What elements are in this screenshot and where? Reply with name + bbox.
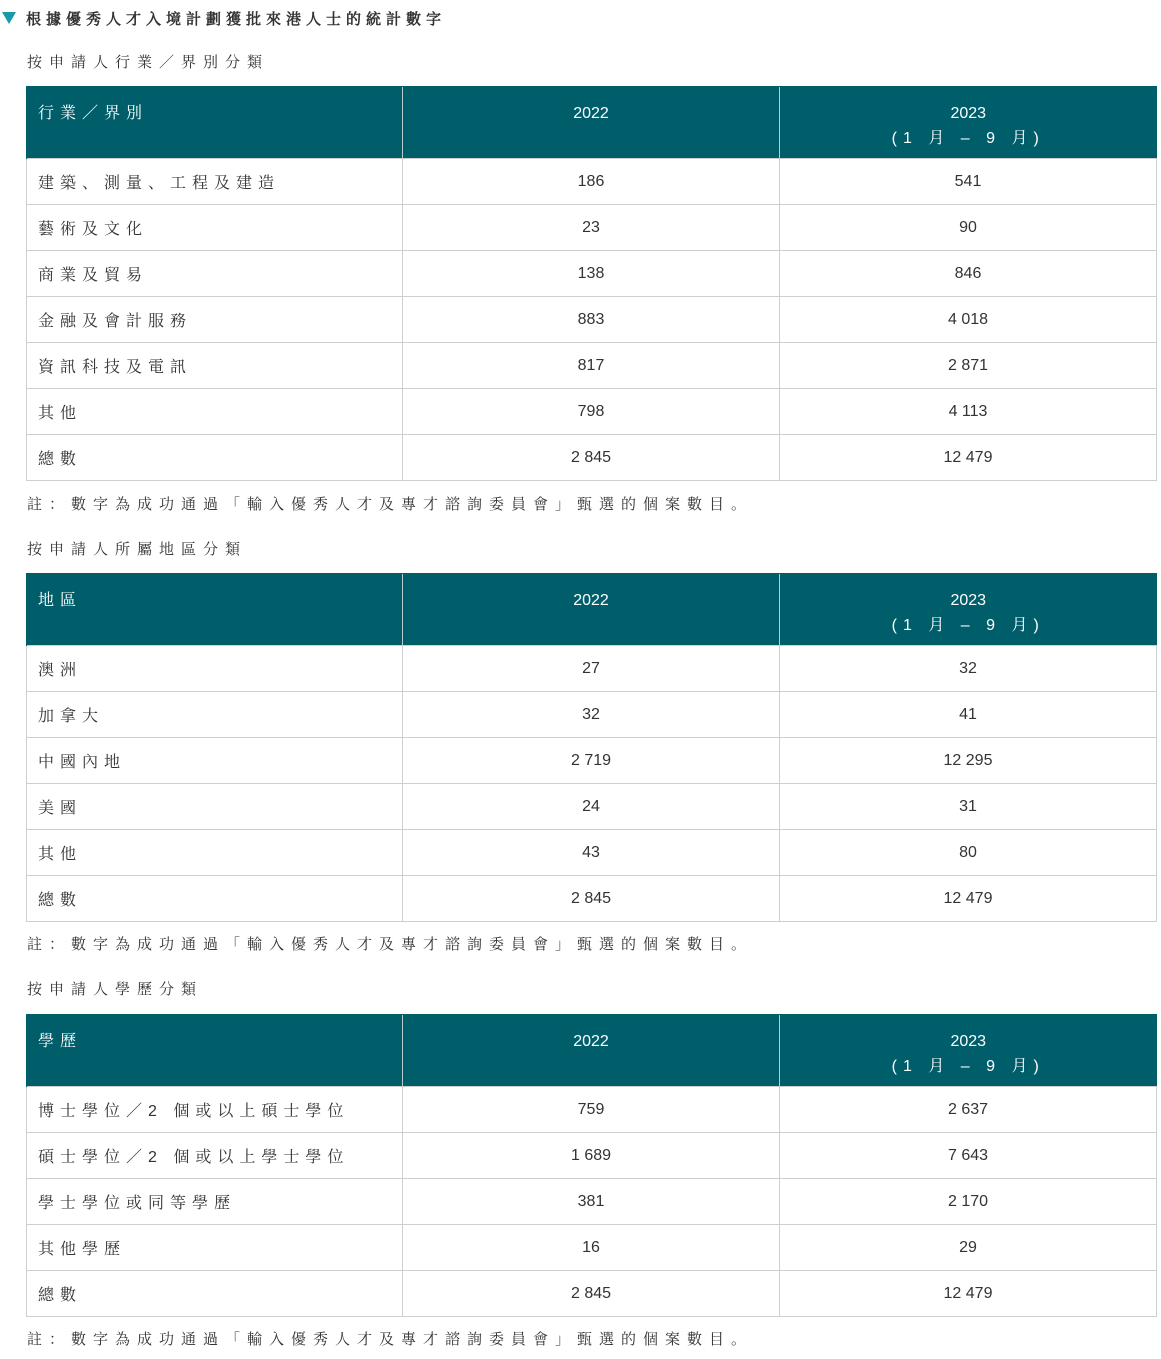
row-label: 資訊科技及電訊 bbox=[27, 343, 403, 389]
value-2022: 27 bbox=[403, 646, 780, 692]
value-2023: 846 bbox=[780, 251, 1157, 297]
row-label: 加拿大 bbox=[27, 692, 403, 738]
row-label: 美國 bbox=[27, 784, 403, 830]
table-note: 註：數字為成功通過「輸入優秀人才及專才諮詢委員會」甄選的個案數目。 bbox=[27, 936, 754, 953]
value-2022: 883 bbox=[403, 297, 780, 343]
value-2023: 2 871 bbox=[780, 343, 1157, 389]
value-2023: 29 bbox=[780, 1225, 1157, 1271]
value-2023: 12 479 bbox=[780, 1271, 1157, 1317]
table-row bbox=[27, 251, 1157, 297]
value-2022: 16 bbox=[403, 1225, 780, 1271]
table-header-row bbox=[27, 1015, 1157, 1087]
table-row bbox=[27, 1225, 1157, 1271]
column-header-2023-period: (1 月 – 9 月) bbox=[891, 130, 1045, 147]
table-note: 註：數字為成功通過「輸入優秀人才及專才諮詢委員會」甄選的個案數目。 bbox=[27, 1331, 754, 1348]
section-heading-region: 按申請人所屬地區分類 bbox=[27, 541, 248, 558]
industry-table bbox=[26, 86, 1157, 481]
value-2023: 12 479 bbox=[780, 876, 1157, 922]
value-2022: 817 bbox=[403, 343, 780, 389]
value-2023: 12 479 bbox=[780, 435, 1157, 481]
table-row bbox=[27, 205, 1157, 251]
column-header-2023 bbox=[780, 574, 1157, 646]
column-header-2022: 2022 bbox=[403, 574, 780, 646]
row-label: 金融及會計服務 bbox=[27, 297, 403, 343]
column-header-2023-year: 2023 bbox=[950, 592, 987, 609]
row-label: 澳洲 bbox=[27, 646, 403, 692]
row-label: 學士學位或同等學歷 bbox=[27, 1179, 403, 1225]
value-2022: 1 689 bbox=[403, 1133, 780, 1179]
table-row bbox=[27, 159, 1157, 205]
value-2023: 4 018 bbox=[780, 297, 1157, 343]
value-2022: 186 bbox=[403, 159, 780, 205]
table-row-total bbox=[27, 876, 1157, 922]
row-label: 其他 bbox=[27, 389, 403, 435]
table-header-row bbox=[27, 87, 1157, 159]
row-label: 總數 bbox=[27, 876, 403, 922]
value-2022: 138 bbox=[403, 251, 780, 297]
table-row bbox=[27, 1179, 1157, 1225]
column-header-2023-year: 2023 bbox=[950, 1033, 987, 1050]
value-2022: 798 bbox=[403, 389, 780, 435]
section-heading-industry: 按申請人行業／界別分類 bbox=[27, 54, 270, 71]
row-label: 碩士學位／2 個或以上學士學位 bbox=[27, 1133, 403, 1179]
row-label: 博士學位／2 個或以上碩士學位 bbox=[27, 1087, 403, 1133]
column-header-2023 bbox=[780, 1015, 1157, 1087]
table-row bbox=[27, 1087, 1157, 1133]
value-2023: 32 bbox=[780, 646, 1157, 692]
value-2023: 541 bbox=[780, 159, 1157, 205]
row-label: 中國內地 bbox=[27, 738, 403, 784]
value-2022: 2 845 bbox=[403, 1271, 780, 1317]
column-header-category: 學歷 bbox=[27, 1015, 403, 1087]
column-header-2023-period: (1 月 – 9 月) bbox=[891, 617, 1045, 634]
row-label: 其他學歷 bbox=[27, 1225, 403, 1271]
value-2022: 24 bbox=[403, 784, 780, 830]
table-row bbox=[27, 297, 1157, 343]
value-2022: 2 845 bbox=[403, 876, 780, 922]
value-2022: 2 719 bbox=[403, 738, 780, 784]
value-2023: 41 bbox=[780, 692, 1157, 738]
column-header-2023-period: (1 月 – 9 月) bbox=[891, 1058, 1045, 1075]
row-label: 其他 bbox=[27, 830, 403, 876]
row-label: 建築、測量、工程及建造 bbox=[27, 159, 403, 205]
value-2023: 80 bbox=[780, 830, 1157, 876]
table-row bbox=[27, 784, 1157, 830]
education-table bbox=[26, 1014, 1157, 1317]
value-2022: 381 bbox=[403, 1179, 780, 1225]
table-row-total bbox=[27, 435, 1157, 481]
value-2023: 7 643 bbox=[780, 1133, 1157, 1179]
table-row-total bbox=[27, 1271, 1157, 1317]
row-label: 總數 bbox=[27, 435, 403, 481]
table-header-row bbox=[27, 574, 1157, 646]
value-2023: 2 637 bbox=[780, 1087, 1157, 1133]
region-table bbox=[26, 573, 1157, 922]
table-row bbox=[27, 646, 1157, 692]
column-header-category: 地區 bbox=[27, 574, 403, 646]
value-2023: 90 bbox=[780, 205, 1157, 251]
value-2022: 32 bbox=[403, 692, 780, 738]
row-label: 藝術及文化 bbox=[27, 205, 403, 251]
collapse-triangle-icon[interactable] bbox=[2, 12, 16, 24]
value-2023: 2 170 bbox=[780, 1179, 1157, 1225]
column-header-2022: 2022 bbox=[403, 1015, 780, 1087]
column-header-2022: 2022 bbox=[403, 87, 780, 159]
value-2023: 31 bbox=[780, 784, 1157, 830]
value-2022: 2 845 bbox=[403, 435, 780, 481]
value-2023: 4 113 bbox=[780, 389, 1157, 435]
value-2022: 43 bbox=[403, 830, 780, 876]
value-2022: 23 bbox=[403, 205, 780, 251]
value-2023: 12 295 bbox=[780, 738, 1157, 784]
table-note: 註：數字為成功通過「輸入優秀人才及專才諮詢委員會」甄選的個案數目。 bbox=[27, 496, 754, 513]
table-row bbox=[27, 692, 1157, 738]
table-row bbox=[27, 343, 1157, 389]
table-row bbox=[27, 738, 1157, 784]
row-label: 商業及貿易 bbox=[27, 251, 403, 297]
column-header-category: 行業／界別 bbox=[27, 87, 403, 159]
page-title bbox=[0, 6, 446, 30]
table-row bbox=[27, 389, 1157, 435]
row-label: 總數 bbox=[27, 1271, 403, 1317]
section-heading-education: 按申請人學歷分類 bbox=[27, 981, 204, 998]
column-header-2023-year: 2023 bbox=[950, 105, 987, 122]
column-header-2023 bbox=[780, 87, 1157, 159]
page-title-text: 根據優秀人才入境計劃獲批來港人士的統計數字 bbox=[26, 10, 447, 28]
table-row bbox=[27, 1133, 1157, 1179]
table-row bbox=[27, 830, 1157, 876]
value-2022: 759 bbox=[403, 1087, 780, 1133]
